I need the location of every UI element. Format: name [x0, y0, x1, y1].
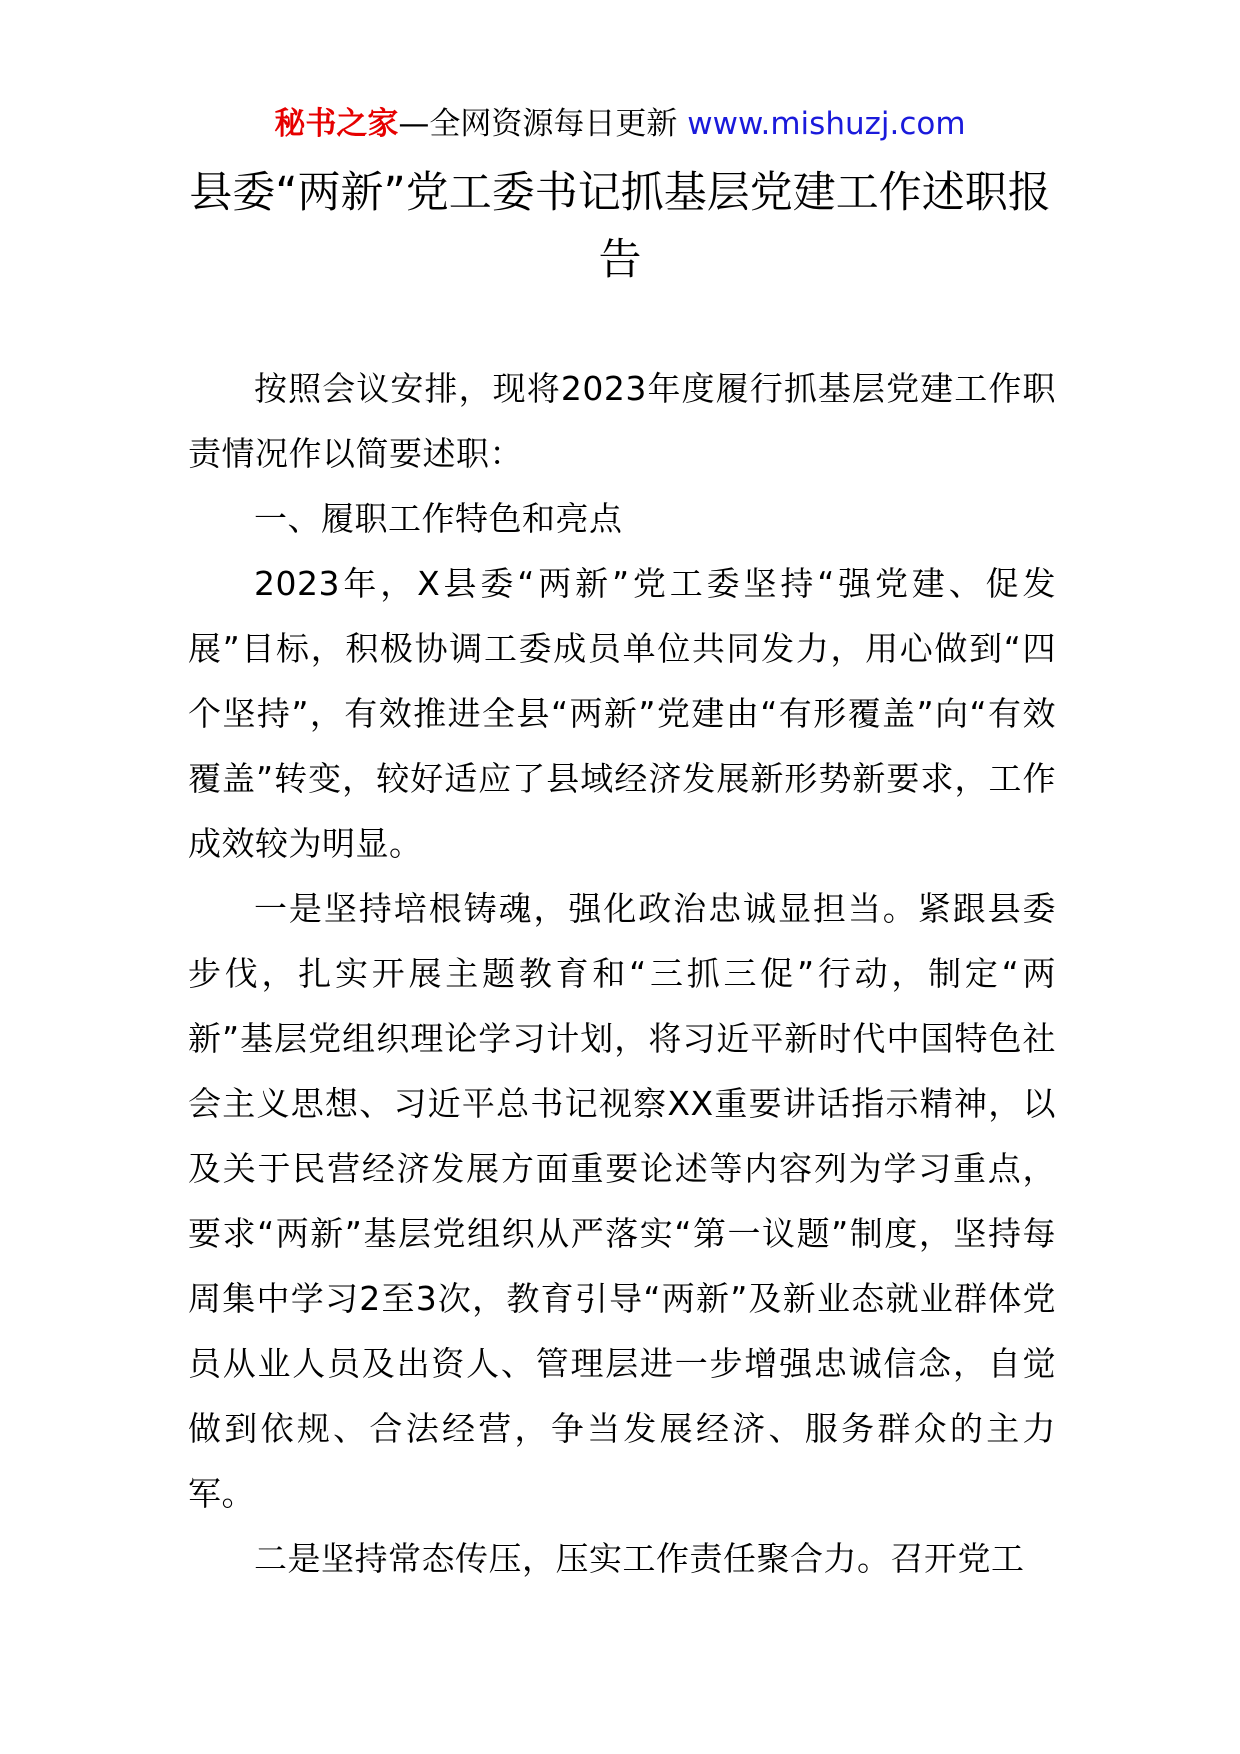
site-slogan: —全网资源每日更新	[398, 106, 688, 142]
section-heading: 一、履职工作特色和亮点	[254, 499, 623, 538]
site-url-link[interactable]: www.mishuzj.com	[687, 106, 966, 142]
site-brand: 秘书之家	[274, 106, 399, 142]
paragraph-point-one: 一是坚持培根铸魂，强化政治忠诚显担当。紧跟县委步伐，扎实开展主题教育和“三抓三促”行动，制定“两新”基层党组织理论学习计划，将习近平新时代中国特色社会主义思想、习近平总书记视察XX重要讲话指示精神，以及关于民营经济发展方面重要论述等内容列为学习重点，要求“两新”基层党组织从严落实“第一议题”制度，坚持每周集中学习2至3次，教育引导“两新”及新业态就业群体党员从业人员及出资人、管理层进一步增强忠诚信念，自觉做到依规、合法经营，争当发展经济、服务群众的主力军。	[188, 889, 1056, 1513]
paragraph-summary: 2023年，X县委“两新”党工委坚持“强党建、促发展”目标，积极协调工委成员单位共同发力，用心做到“四个坚持”，有效推进全县“两新”党建由“有形覆盖”向“有效覆盖”转变，较好适应了县域经济发展新形势新要求，工作成效较为明显。	[188, 564, 1056, 863]
document-body	[188, 356, 1056, 1591]
paragraph-point-two: 二是坚持常态传压，压实工作责任聚合力。召开党工	[254, 1539, 1025, 1578]
site-header	[0, 104, 1240, 144]
document-title: 县委“两新”党工委书记抓基层党建工作述职报告	[189, 168, 1051, 285]
paragraph-intro: 按照会议安排，现将2023年度履行抓基层党建工作职责情况作以简要述职：	[188, 369, 1056, 473]
